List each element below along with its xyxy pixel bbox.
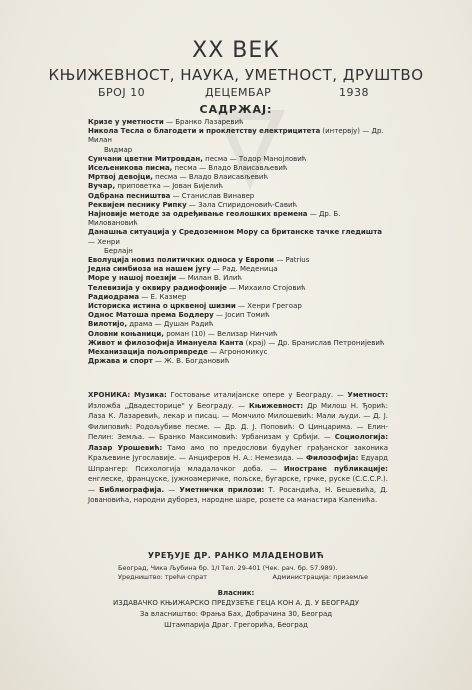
administration: Администрација: приземље	[272, 573, 368, 581]
owner-heading: Власник:	[217, 589, 255, 597]
toc-entry-author: — Станислав Винавер	[170, 191, 255, 200]
toc-entry	[88, 182, 388, 191]
toc-entry	[88, 192, 388, 201]
toc-entry-author: драма — Душан Радић	[127, 320, 214, 329]
chronicle-section-label: Библиографија.	[99, 485, 165, 494]
toc-entry-title: Никола Тесла о благодети и проклетству електрицитета	[88, 127, 321, 136]
toc-entry-title: Радиодрама	[88, 292, 140, 301]
toc-entry	[88, 357, 388, 366]
issue-number: БРОЈ 10	[98, 86, 146, 99]
editor-line: УРЕЂУЈЕ ДР. РАНКО МЛАДЕНОВИЋ	[147, 551, 325, 560]
toc-entry	[88, 228, 388, 256]
toc-entry-author: песма — Владо Влаисављевић	[172, 164, 288, 173]
toc-entry	[88, 155, 388, 164]
toc-entry-title: Данашња ситуација у Средоземном Мору са британске тачке гледишта	[88, 228, 382, 237]
toc-entry-title: Телевизија у оквиру радиофоније	[88, 283, 227, 292]
toc-entry-title: Најновије методе за одређивање геолошких времена	[88, 210, 308, 219]
chronicle-section-label: Књижевност:	[248, 401, 304, 410]
toc-entry-author: песма — Тодор Манојловић	[202, 154, 307, 163]
owner-block	[0, 598, 472, 631]
toc-entry	[88, 348, 388, 357]
toc-entry-author: — Зала Спиридоновић-Савић	[186, 200, 298, 209]
toc-entry	[88, 127, 388, 155]
toc-entry-title: Еволуција новиз политичких односа у Европи	[88, 256, 275, 265]
toc-entry-author: приповетка — Јован Бијелић	[115, 182, 223, 191]
chronicle-text: Едуард Шпрангер: Психологија младалачког доба. —	[88, 454, 389, 473]
toc-entry-title: Однос Матоша према Бодлеру	[88, 311, 214, 320]
toc-entry-author: — Рад. Меденица	[210, 265, 278, 274]
toc-entry-author: — Бранко Лазаревић	[163, 118, 244, 126]
magazine-subtitle: КЊИЖЕВНОСТ, НАУКА, УМЕТНОСТ, ДРУШТВО	[48, 66, 424, 84]
chronicle-section-label: Уметност:	[347, 391, 388, 399]
table-of-contents	[88, 118, 388, 366]
chronicle-section-label: ХРОНИКА:	[88, 391, 131, 399]
toc-entry-title: Вучар,	[88, 182, 116, 191]
chronicle-text: —	[164, 485, 180, 494]
toc-entry-title: Једна симбиоза на нашем југу	[88, 265, 211, 274]
toc-entry-author: — Хенри	[88, 237, 120, 246]
contents-heading: САДРЖАЈ:	[199, 103, 273, 116]
toc-entry-author: — Хенри Грегоар	[235, 302, 302, 311]
toc-entry	[88, 256, 388, 265]
toc-entry-author: — Е. Казмер	[139, 292, 187, 301]
toc-entry	[88, 201, 388, 210]
toc-entry	[88, 320, 388, 329]
issue-year: 1938	[339, 86, 369, 99]
chronicle-section-label: Уметнички прилози:	[179, 485, 265, 494]
toc-entry-title: Мртвој девојци,	[88, 173, 153, 182]
toc-entry	[88, 330, 388, 339]
toc-entry-title: Живот и филозофија Имануела Канта	[88, 338, 244, 347]
chronicle-section-label: Музика:	[130, 391, 167, 399]
toc-entry	[88, 210, 388, 228]
toc-entry	[88, 284, 388, 293]
toc-entry-author: (крај) — Др. Бранислав Петронијевић	[243, 338, 385, 347]
toc-entry-title: Историска истина о црквеној шизми	[88, 302, 236, 311]
toc-entry-author: — Милан В. Илић	[176, 274, 242, 283]
chronicle-section-label: Социологија:	[334, 433, 388, 441]
toc-entry	[88, 339, 388, 348]
toc-entry-title: Сунчани цветни Митровдан,	[88, 154, 203, 163]
toc-entry-author: (интервју) — Др. Милан	[88, 127, 384, 145]
chronicle-paragraph	[88, 390, 388, 506]
toc-entry	[88, 293, 388, 302]
toc-entry-title: Море у нашој поезији	[88, 274, 177, 283]
toc-entry	[88, 164, 388, 173]
toc-entry	[88, 302, 388, 311]
toc-entry	[88, 173, 388, 182]
ownership-line: За власништво: Фрања Бах, Добрачина 30, Београд	[139, 610, 333, 618]
publisher-line: ИЗДАВАЧКО КЊИЖАРСКО ПРЕДУЗЕЋЕ ГЕЦА КОН А. Д. У БЕОГРАДУ	[113, 599, 359, 607]
issue-month: ДЕЦЕМБАР	[205, 86, 272, 99]
chronicle-text: Тамо амо по предослови будућег грађанског законика Краљевине Југославије. — Анциферов Н. А.: Немезида. —	[88, 443, 389, 462]
toc-entry-title: Држава и спорт	[88, 357, 153, 366]
toc-entry	[88, 311, 388, 320]
editorial-office: Уредништво: трећи спрат	[118, 573, 208, 581]
toc-entry-title: Кризе у уметности	[88, 118, 164, 126]
toc-entry-author: — Јосип Томић	[213, 311, 270, 320]
toc-entry	[88, 265, 388, 274]
chronicle-text: енглеске, француске, јужноамеричке, пољске, бугарске, грчке, руске (С.С.С.Р.). —	[88, 475, 388, 494]
toc-entry-author: — Агрономикус	[207, 348, 268, 357]
address-line: Београд, Чика Љубина бр. 1/I Тел. 29-401 (Чек. рач. бр. 57.989).	[118, 564, 338, 572]
chronicle-section-label: Иностране публикације:	[283, 464, 388, 473]
chronicle-text: Др Милош Н. Ђорић: Лаза К. Лазаревић, лекар и писац. — Момчило Милошевић: Мали људи. — Д. Ј. Филиповић: Родољубиве песме. — Др. Д. Ј. Поповић: О Цинцарима. — Елин-Пелин: Земља. — Бранко Максимовић: Урбанизам у Србији. —	[88, 401, 388, 441]
toc-entry-continuation: Берлајн	[104, 246, 133, 255]
toc-entry-author: песма — Владо Влаисављевић	[152, 173, 269, 182]
toc-entry-title: Оловни коњаници,	[88, 329, 164, 338]
chronicle-text: Гостовање италијанске опере у Београду. —	[166, 391, 348, 399]
chronicle-text: Изложба „Двадесторице" у Београду. —	[88, 401, 249, 410]
toc-entry-author: — Ж. В. Богдановић	[152, 357, 230, 366]
toc-entry-author: — Др. Б. Миловановић	[88, 210, 341, 228]
toc-entry-title: Вилотијо,	[88, 320, 128, 329]
toc-entry-continuation: Видмар	[104, 145, 133, 154]
chronicle-section-label: Лазар Урошевић:	[88, 443, 163, 452]
chronicle-section-label: Филозофија:	[306, 454, 359, 462]
toc-entry-author: — Михаило Стојовић	[226, 283, 306, 292]
toc-entry-title: Реквијем песнику Рипку	[88, 200, 187, 209]
printer-line: Штампарија Драг. Грегорића, Београд	[164, 621, 308, 629]
chronicle-text: Т. Росандића, Н. Бешевића, Д. Јовановића, народни дуборез, народне шаре, розете са манастира Каленића.	[88, 485, 388, 504]
toc-entry-author: роман (10) — Велизар Нинчић	[163, 329, 278, 338]
toc-entry	[88, 118, 388, 127]
address-block	[118, 564, 378, 582]
magazine-title: XX ВЕК	[192, 38, 280, 63]
toc-entry-author: — Patrius	[274, 256, 310, 265]
toc-entry	[88, 274, 388, 283]
toc-entry-title: Одбрана песништва	[88, 191, 171, 200]
toc-entry-title: Механизација пољопривреде	[88, 348, 208, 357]
toc-entry-title: Исељеникова писма,	[88, 164, 173, 173]
